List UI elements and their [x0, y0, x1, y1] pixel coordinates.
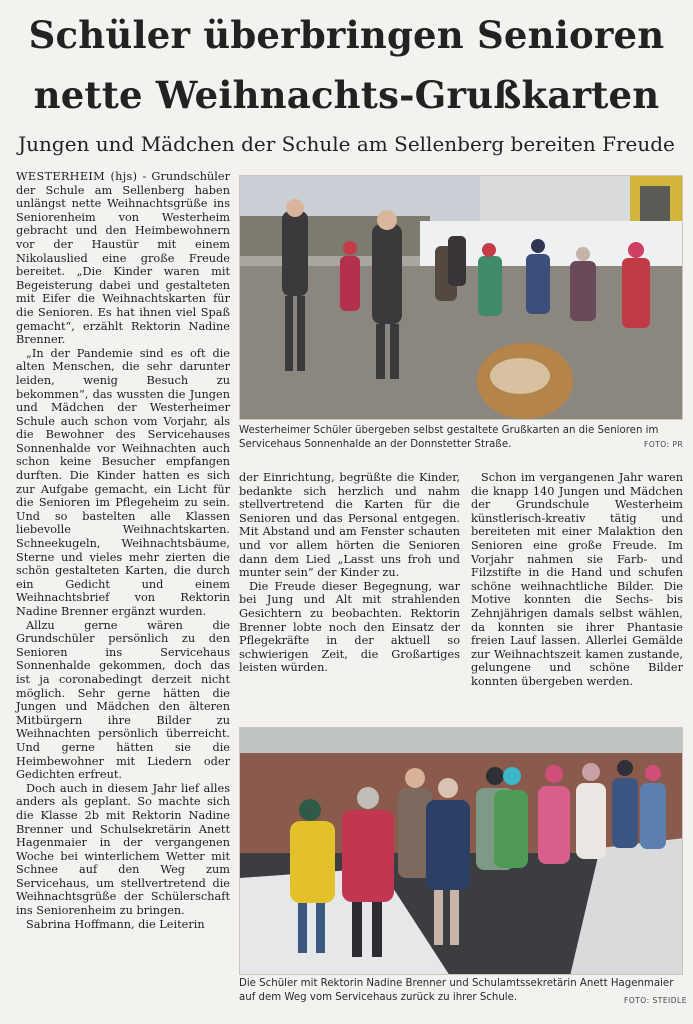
- photo-card-handover: [239, 175, 683, 420]
- photo-caption-1: Westerheimer Schüler übergeben selbst gestaltete Grußkarten an die Senioren im Servicehaus Sonnenhalde an der Donnstetter Straße.: [239, 425, 659, 450]
- photo-credit-2: FOTO: STEIDLE: [624, 996, 687, 1005]
- photo-children-with-cards: [240, 176, 683, 420]
- paragraph: Allzu gerne wären die Grundschüler persönlich zu den Senioren ins Servicehaus Sonnenhalde gekommen, doch das ist ja coronabedingt derzeit nicht möglich. Sehr gerne hätten die Jungen und Mädchen den älteren Mitbürgern ihre Bilder zu Weihnachten persönlich überreicht. Und gerne hätten sie die Heimbewohner mit Liedern oder Gedichten erfreut.: [16, 618, 230, 782]
- paragraph: Die Freude dieser Begegnung, war bei Jung und Alt mit strahlenden Gesichtern zu beobachten. Rektorin Brenner lobte noch den Einsatz der Pflegekräfte in der aktuell so schwierigen Zeit, die Großartiges leisten würden.: [239, 579, 460, 675]
- subheadline: Jungen und Mädchen der Schule am Sellenberg bereiten Freude: [18, 132, 675, 156]
- paragraph: Doch auch in diesem Jahr lief alles anders als geplant. So machte sich die Klasse 2b mit Rektorin Nadine Brenner und Schulsekretärin Anett Hagenmaier in der vergangenen Woche bei winterlichem Wetter mit Schnee auf den Weg zum Servicehaus, um stellvertretend die Weihnachtsgrüße der Schülerschaft ins Seniorenheim zu bringen.: [16, 781, 230, 918]
- photo-credit-1: FOTO: PR: [644, 440, 684, 449]
- paragraph: der Einrichtung, begrüßte die Kinder, bedankte sich herzlich und nahm stellvertretend die Karten für die Senioren und das Personal entgegen. Mit Abstand und am Fenster schauten und vor allem hörten die Senioren dann dem Lied „Lasst uns froh und munter sein“ der Kinder zu.: [239, 471, 460, 580]
- photo-children-walking-in-snow: [240, 728, 683, 975]
- paragraph: Schon im vergangenen Jahr waren die knapp 140 Jungen und Mädchen der Grundschule Westerheim künstlerisch-kreativ tätig und bereiteten mit einer Malaktion den Senioren eine große Freude. Im Vorjahr nahmen sie Farb- und Filzstifte in die Hand und schufen schöne weihnachtliche Bilder. Die Motive konnten die Sechs- bis Zehnjährigen damals selbst wählen, da konnten sie ihrer Phantasie freien Lauf lassen. Allerlei Gemälde zur Weihnachtszeit kamen zustande, gelungene und schöne Bilder konnten übergeben werden.: [471, 471, 683, 688]
- paragraph: Sabrina Hoffmann, die Leiterin: [26, 917, 205, 931]
- photo-class-walking: [239, 727, 683, 975]
- headline-line-2: nette Weihnachts-Grußkarten: [33, 73, 660, 117]
- paragraph-text: - Grundschüler der Schule am Sellenberg haben unlängst nette Weihnachtsgrüße ins Seniorenheim von Westerheim gebracht und den Heimbewohnern vor der Haustür mit einem Nikolauslied eine große Freude bereitet. „Die Kinder waren mit Begeisterung dabei und gestalteten mit Eifer die Weihnachtskarten für die Senioren. Es hat ihnen viel Spaß gemacht“, erzählt Rektorin Nadine Brenner.: [16, 170, 230, 347]
- article-column-2: [239, 471, 460, 675]
- headline-line-1: Schüler überbringen Senioren: [28, 13, 665, 57]
- photo-caption-2: Die Schüler mit Rektorin Nadine Brenner und Schulamtssekretärin Anett Hagenmaier auf dem Weg vom Servicehaus zurück zu ihrer Schule.: [239, 978, 674, 1003]
- article-column-3: [471, 471, 683, 689]
- paragraph: [16, 170, 230, 347]
- article-column-1: [16, 170, 230, 931]
- paragraph: „In der Pandemie sind es oft die alten Menschen, die sehr darunter leiden, wenig Besuch zu bekommen“, das wussten die Jungen und Mädchen der Westerheimer Schule auch schon vom Vorjahr, als die Bewohner des Servicehauses Sonnenhalde vor Weihnachten auch schon keine Besucher empfangen durften. Die Kinder hatten es sich zur Aufgabe gemacht, ein Licht für die Senioren im Pflegeheim zu sein. Und so bastelten alle Klassen liebevolle Weihnachtskarten. Schneekugeln, Weihnachtsbäume, Sterne und vieles mehr zierten die schön gestalteten Karten, die durch ein Gedicht und einem Weihnachtsbrief von Rektorin Nadine Brenner ergänzt wurden.: [16, 346, 230, 618]
- dateline: WESTERHEIM (hjs): [16, 170, 138, 183]
